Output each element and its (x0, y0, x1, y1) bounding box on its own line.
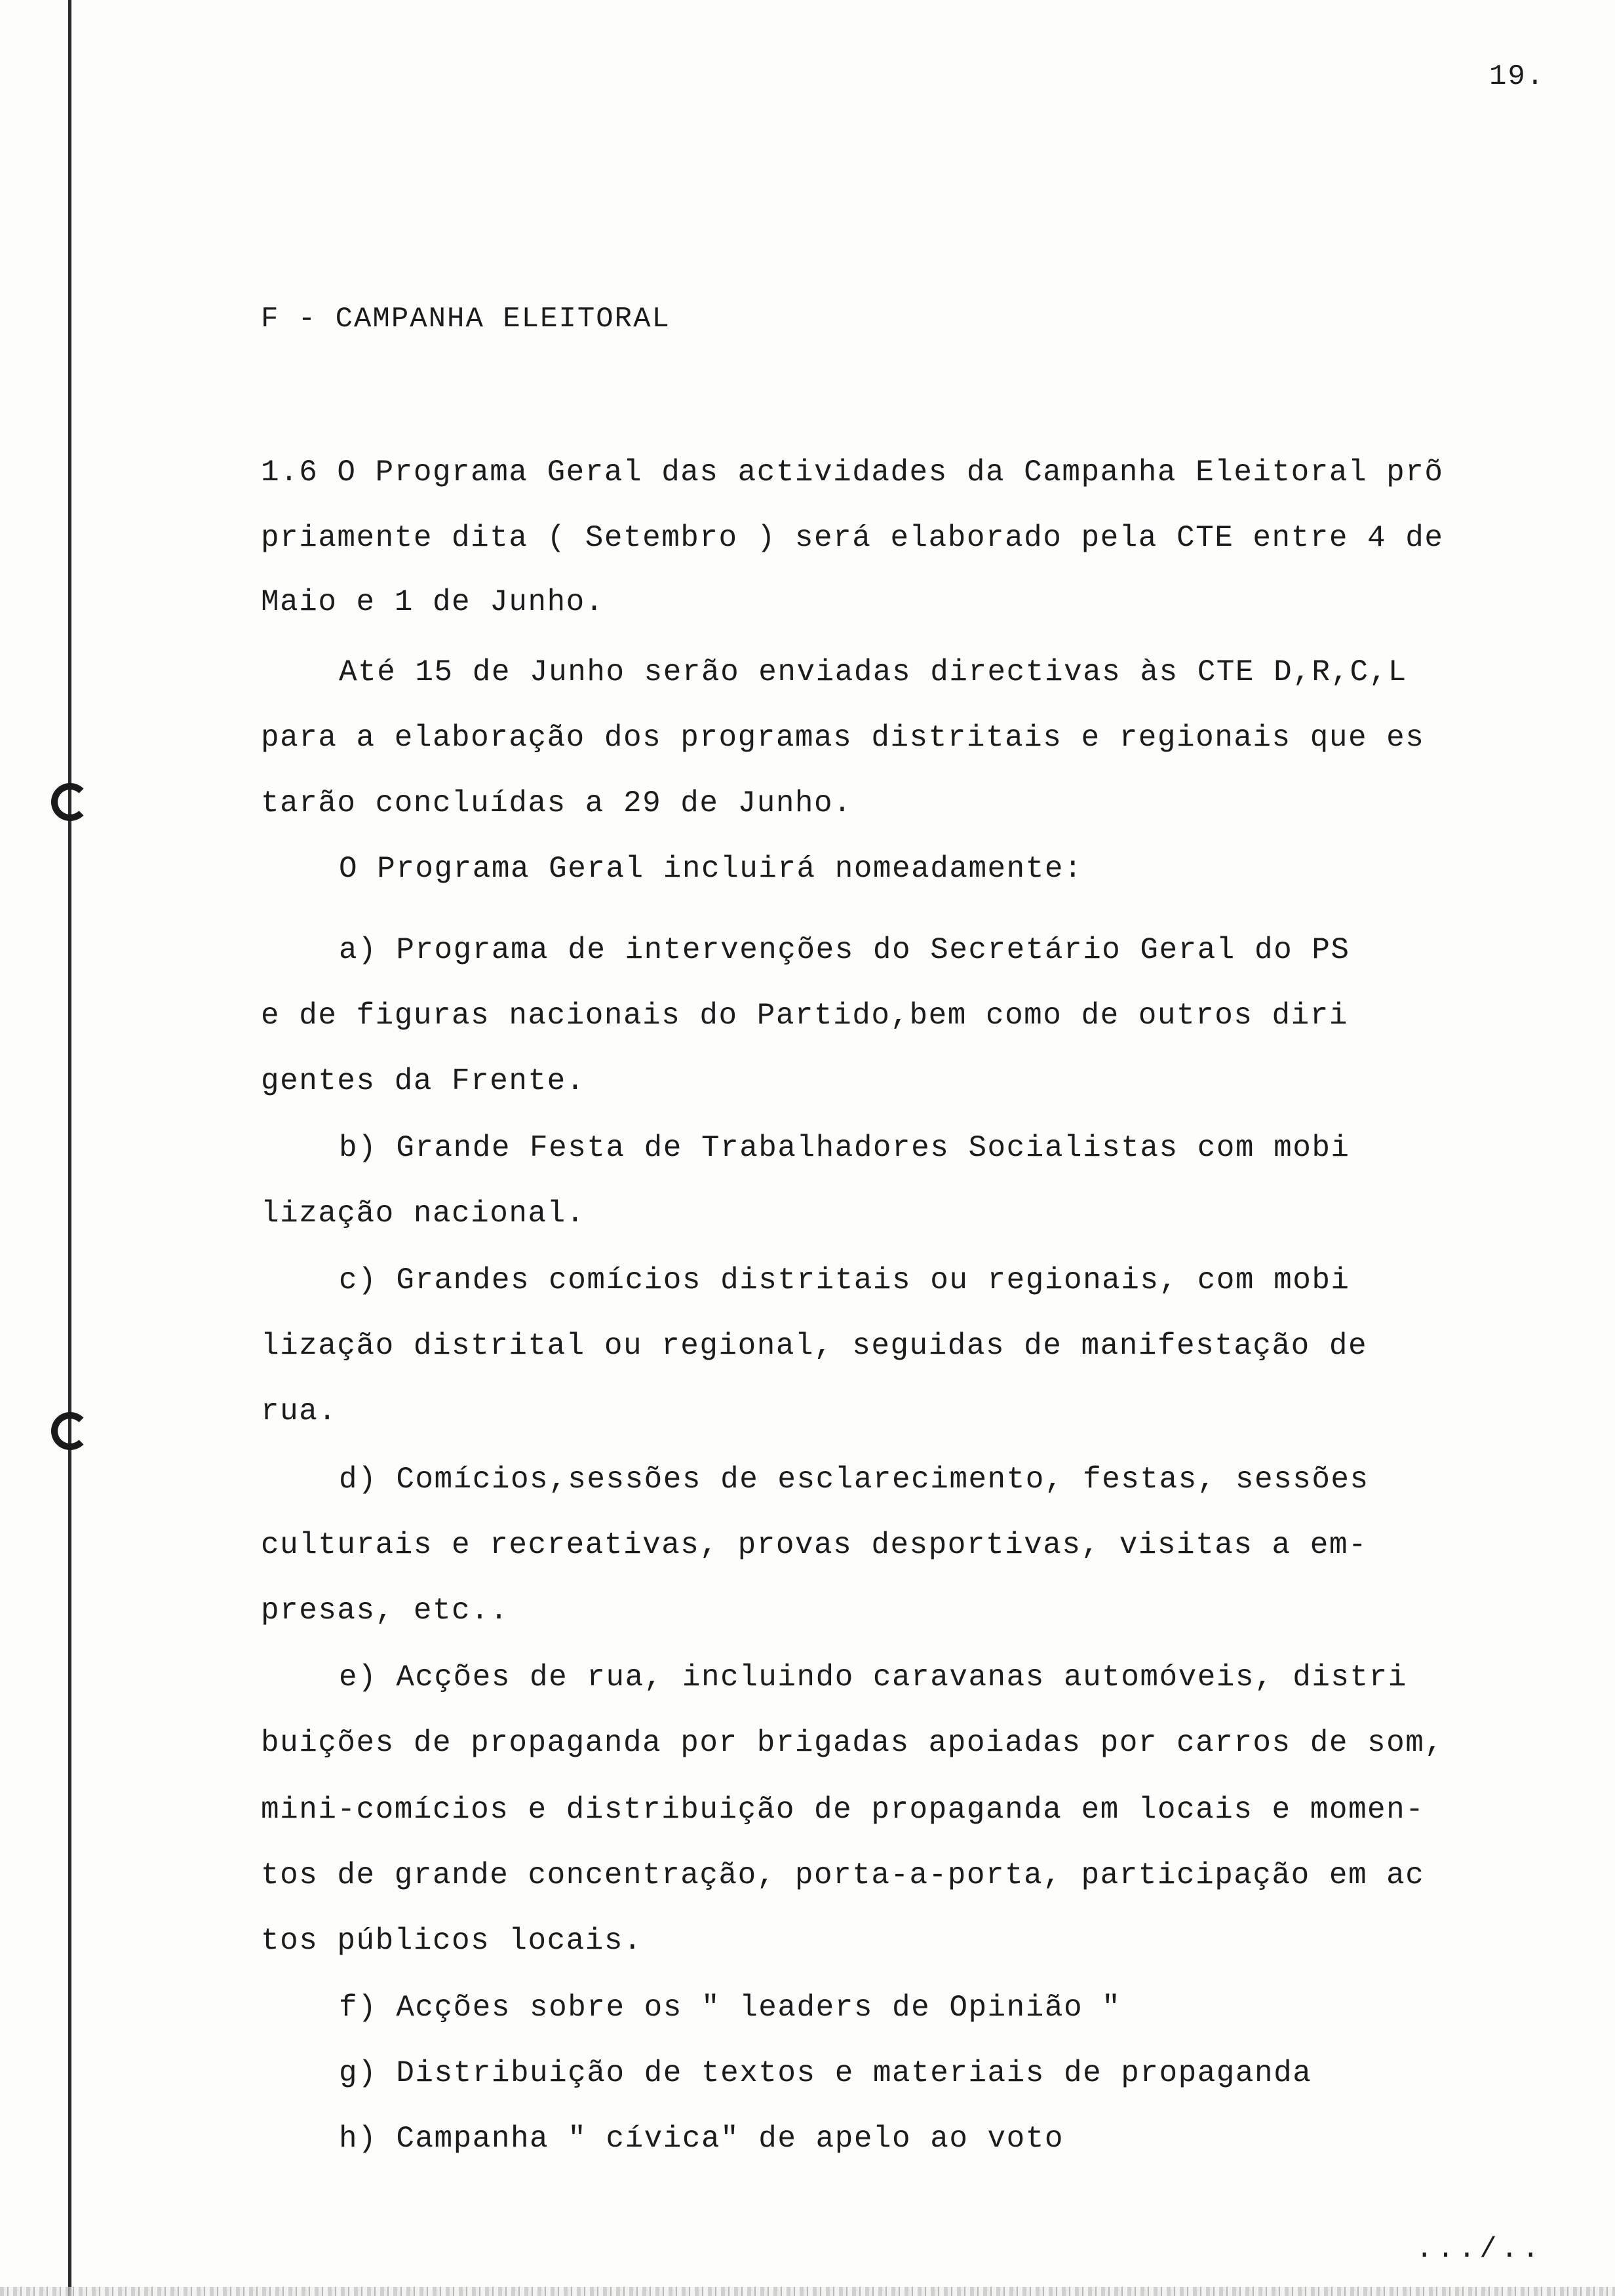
page-number: 19. (1489, 60, 1546, 93)
list-item-h: h) Campanha " cívica" de apelo ao voto (339, 2122, 1064, 2156)
body-line: 1.6 O Programa Geral das actividades da Campanha Eleitoral prõ (261, 455, 1444, 489)
section-heading: F - CAMPANHA ELEITORAL (261, 303, 671, 335)
scan-bottom-edge (0, 2287, 1615, 2296)
body-line: tos de grande concentração, porta-a-porta, participação em ac (261, 1858, 1425, 1892)
punch-hole-mark (51, 1412, 89, 1450)
body-line: Até 15 de Junho serão enviadas directivas às CTE D,R,C,L (339, 655, 1407, 689)
list-item-g: g) Distribuição de textos e materiais de propaganda (339, 2056, 1312, 2090)
punch-hole-mark (51, 783, 89, 821)
binding-margin-line (68, 0, 71, 2296)
list-item-e: e) Acções de rua, incluindo caravanas automóveis, distri (339, 1660, 1407, 1694)
body-line: culturais e recreativas, provas desportivas, visitas a em- (261, 1528, 1368, 1562)
list-item-b: b) Grande Festa de Trabalhadores Socialistas com mobi (339, 1131, 1350, 1165)
body-line: O Programa Geral incluirá nomeadamente: (339, 852, 1083, 886)
body-line: gentes da Frente. (261, 1064, 585, 1098)
body-line: buições de propaganda por brigadas apoiadas por carros de som, (261, 1726, 1444, 1760)
list-item-a: a) Programa de intervenções do Secretário Geral do PS (339, 933, 1350, 967)
body-line: tos públicos locais. (261, 1924, 643, 1958)
body-line: para a elaboração dos programas distritais e regionais que es (261, 721, 1425, 755)
continuation-mark: .../.. (1416, 2233, 1544, 2266)
list-item-f: f) Acções sobre os " leaders de Opinião " (339, 1991, 1121, 2025)
body-line: Maio e 1 de Junho. (261, 585, 604, 619)
body-line: lização distrital ou regional, seguidas de manifestação de (261, 1329, 1368, 1363)
list-item-d: d) Comícios,sessões de esclarecimento, festas, sessões (339, 1463, 1369, 1497)
body-line: presas, etc.. (261, 1594, 509, 1628)
body-line: priamente dita ( Setembro ) será elaborado pela CTE entre 4 de (261, 521, 1444, 555)
list-item-c: c) Grandes comícios distritais ou regionais, com mobi (339, 1263, 1350, 1297)
body-line: mini-comícios e distribuição de propaganda em locais e momen- (261, 1793, 1425, 1827)
body-line: lização nacional. (261, 1196, 585, 1231)
body-line: rua. (261, 1394, 338, 1428)
body-line: e de figuras nacionais do Partido,bem como de outros diri (261, 999, 1348, 1033)
body-line: tarão concluídas a 29 de Junho. (261, 786, 853, 820)
